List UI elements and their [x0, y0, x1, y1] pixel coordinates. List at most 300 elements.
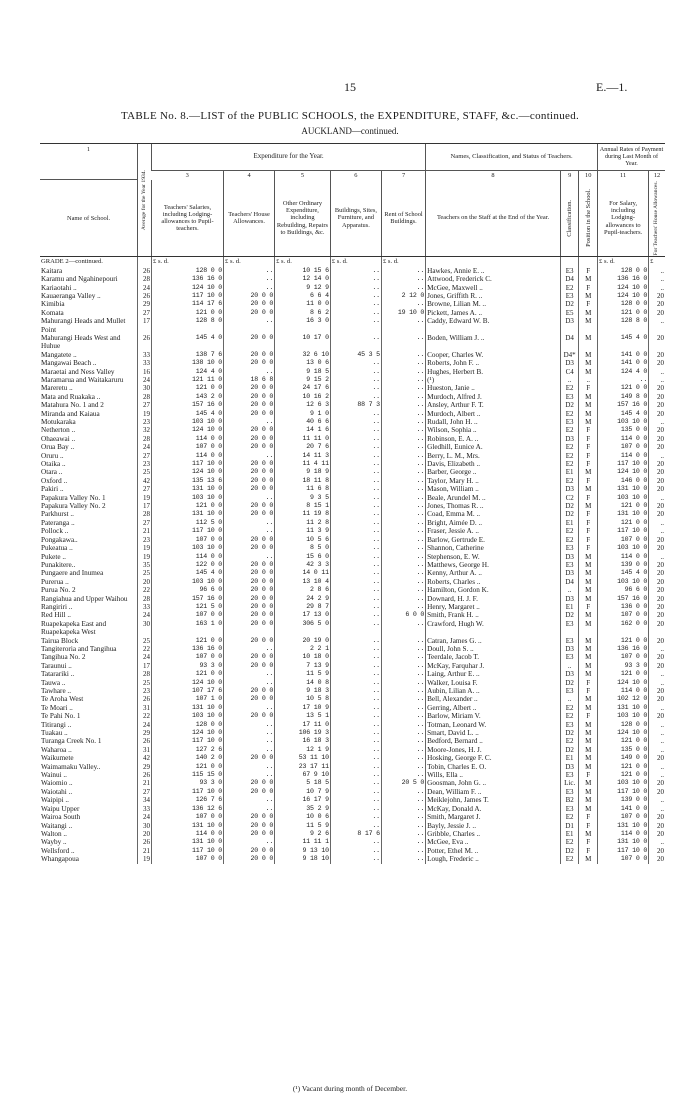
other-expenditure: 11 6 8	[275, 485, 331, 493]
other-expenditure: 17 11 0	[275, 721, 331, 729]
rate-house: 20	[649, 695, 665, 703]
col-8: 8	[426, 170, 561, 180]
school-name: Tangihua No. 2	[41, 653, 86, 662]
rate-house: 20	[649, 443, 665, 451]
rate-house: ..	[649, 527, 665, 535]
classification: E3	[560, 687, 579, 695]
other-expenditure: 11 3 9	[275, 527, 331, 535]
table-row	[40, 796, 665, 804]
teacher-name: Doull, John S. ..	[426, 645, 561, 653]
other-expenditure: 14 1 6	[275, 426, 331, 434]
other-expenditure: 15 6 0	[275, 553, 331, 561]
table-row	[40, 687, 665, 695]
school-name: Kariaotahi ..	[41, 283, 77, 292]
rate-house: ..	[649, 838, 665, 846]
rent: ..	[381, 645, 425, 653]
teacher-name: Berry, L. M., Mrs.	[426, 452, 561, 460]
attendance: 22	[138, 712, 152, 720]
school-name: Karamu and Ngahinepouri	[41, 275, 118, 284]
rate-house: ..	[649, 452, 665, 460]
table-title: TABLE No. 8.—LIST of the PUBLIC SCHOOLS, the EXPENDITURE, STAFF, &c.—continued.	[120, 110, 580, 122]
school-name: Rangiriri ..	[41, 602, 73, 611]
rent: ..	[381, 300, 425, 308]
rate-salary: 124 10 0	[598, 729, 649, 737]
house-allowance: 20 0 0	[224, 855, 275, 863]
school-name: Pollock ..	[41, 527, 69, 536]
house-allowance: 20 0 0	[224, 510, 275, 518]
school-name: Maramarua and Waitakaruru	[41, 375, 124, 384]
table-row	[40, 763, 665, 771]
classification: E5	[560, 309, 579, 317]
school-name: Mahurangi Heads and Mullet Point	[41, 317, 126, 334]
classification: E2	[560, 284, 579, 292]
teacher-name: Smith, Frank H. ..	[426, 611, 561, 619]
rate-salary: 131 10 0	[598, 838, 649, 846]
buildings: ..	[330, 359, 381, 367]
attendance: 24	[138, 376, 152, 384]
table-row	[40, 309, 665, 317]
classification: E3	[560, 805, 579, 813]
other-expenditure: 11 4 11	[275, 460, 331, 468]
table-row	[40, 695, 665, 703]
rate-salary: 128 8 0	[598, 317, 649, 334]
salaries: 124 4 0	[152, 368, 224, 376]
school-name: Mangatete ..	[41, 350, 77, 359]
rent: 19 10 0	[381, 309, 425, 317]
buildings: ..	[330, 468, 381, 476]
house-allowance: 20 0 0	[224, 502, 275, 510]
rate-salary: 128 0 0	[598, 300, 649, 308]
rate-house: ..	[649, 737, 665, 745]
attendance: 27	[138, 519, 152, 527]
other-expenditure: 12 6 3	[275, 401, 331, 409]
house-allowance: ..	[224, 317, 275, 334]
buildings: ..	[330, 376, 381, 384]
classification: E3	[560, 771, 579, 779]
house-allowance: ..	[224, 452, 275, 460]
col-5: 5	[275, 170, 331, 180]
col-6: 6	[330, 170, 381, 180]
buildings: ..	[330, 779, 381, 787]
other-expenditure: 11 5 9	[275, 670, 331, 678]
col-7: 7	[381, 170, 425, 180]
teacher-name: Gledhill, Eunice A.	[426, 443, 561, 451]
salaries: 121 0 0	[152, 384, 224, 392]
position: M	[579, 763, 598, 771]
rate-house: ..	[649, 519, 665, 527]
header-staff-group: Names, Classification, and Status of Teachers.	[426, 144, 598, 171]
school-name: Purua No. 2	[41, 586, 76, 595]
rate-salary: 114 0 0	[598, 452, 649, 460]
rent: ..	[381, 359, 425, 367]
house-allowance: 20 0 0	[224, 586, 275, 594]
other-expenditure: 32 6 10	[275, 351, 331, 359]
position: F	[579, 452, 598, 460]
rate-house: 20	[649, 847, 665, 855]
other-expenditure: 14 0 8	[275, 679, 331, 687]
other-expenditure: 16 17 9	[275, 796, 331, 804]
other-expenditure: 8 15 1	[275, 502, 331, 510]
position: M	[579, 309, 598, 317]
rate-house: 20	[649, 561, 665, 569]
position: M	[579, 586, 598, 594]
rent: ..	[381, 418, 425, 426]
salaries: 143 2 0	[152, 393, 224, 401]
buildings: ..	[330, 275, 381, 283]
rent: ..	[381, 368, 425, 376]
attendance: 27	[138, 788, 152, 796]
house-allowance: 20 0 0	[224, 620, 275, 637]
rent: ..	[381, 502, 425, 510]
attendance: 26	[138, 737, 152, 745]
school-name: Orua Bay ..	[41, 443, 75, 452]
rate-salary: 149 8 0	[598, 393, 649, 401]
school-name: Otara ..	[41, 468, 63, 477]
position: M	[579, 805, 598, 813]
schools-table	[40, 143, 665, 864]
table-row	[40, 435, 665, 443]
other-expenditure: 35 2 9	[275, 805, 331, 813]
attendance: 31	[138, 704, 152, 712]
rate-house: 20	[649, 611, 665, 619]
attendance: 27	[138, 452, 152, 460]
attendance: 24	[138, 611, 152, 619]
salaries: 131 10 0	[152, 510, 224, 518]
other-expenditure: 53 11 10	[275, 754, 331, 762]
school-name: Pakiri ..	[41, 485, 64, 494]
house-allowance: ..	[224, 519, 275, 527]
header-classification: Classification.	[560, 180, 579, 257]
house-allowance: ..	[224, 746, 275, 754]
teacher-name: Totman, Leonard W.	[426, 721, 561, 729]
buildings: ..	[330, 527, 381, 535]
position: M	[579, 855, 598, 863]
salaries: 93 3 0	[152, 662, 224, 670]
buildings: ..	[330, 426, 381, 434]
buildings: ..	[330, 309, 381, 317]
classification: E2	[560, 527, 579, 535]
house-allowance: 20 0 0	[224, 653, 275, 661]
house-allowance: 20 0 0	[224, 401, 275, 409]
rate-house: ..	[649, 704, 665, 712]
attendance: 33	[138, 359, 152, 367]
rate-salary: 145 4 0	[598, 410, 649, 418]
attendance: 28	[138, 595, 152, 603]
position: F	[579, 527, 598, 535]
classification: C4	[560, 368, 579, 376]
rate-salary: 103 10 0	[598, 779, 649, 787]
other-expenditure: 24 2 9	[275, 595, 331, 603]
school-name: Waharoa ..	[41, 745, 72, 754]
salaries: 121 0 0	[152, 502, 224, 510]
buildings: ..	[330, 603, 381, 611]
attendance: 22	[138, 586, 152, 594]
classification: D3	[560, 435, 579, 443]
rent: ..	[381, 393, 425, 401]
classification: E3	[560, 620, 579, 637]
rent: ..	[381, 426, 425, 434]
currency-row	[40, 257, 665, 267]
rate-salary: 139 0 0	[598, 796, 649, 804]
classification: E3	[560, 267, 579, 275]
position: F	[579, 822, 598, 830]
rate-house: ..	[649, 645, 665, 653]
teacher-name: Hughes, Herbert B.	[426, 368, 561, 376]
classification: E2	[560, 460, 579, 468]
rate-salary: 121 0 0	[598, 519, 649, 527]
classification: C2	[560, 494, 579, 502]
rate-salary: 139 0 0	[598, 561, 649, 569]
rate-house: ..	[649, 670, 665, 678]
position: M	[579, 275, 598, 283]
rent: ..	[381, 653, 425, 661]
classification: E2	[560, 704, 579, 712]
position: F	[579, 679, 598, 687]
salaries: 127 2 6	[152, 746, 224, 754]
rate-house: 20	[649, 712, 665, 720]
rent: ..	[381, 830, 425, 838]
salaries: 117 10 0	[152, 788, 224, 796]
classification: E2	[560, 452, 579, 460]
school-name: Waimamaku Valley..	[41, 762, 101, 771]
table-row	[40, 737, 665, 745]
teacher-name: Beale, Arundel M. ..	[426, 494, 561, 502]
rate-salary: 103 10 0	[598, 712, 649, 720]
table-row	[40, 359, 665, 367]
house-allowance: 20 0 0	[224, 292, 275, 300]
school-name: Wairoa South	[41, 813, 81, 822]
buildings: 8 17 6	[330, 830, 381, 838]
house-allowance: 20 0 0	[224, 544, 275, 552]
table-row	[40, 704, 665, 712]
other-expenditure: 9 3 5	[275, 494, 331, 502]
buildings: ..	[330, 620, 381, 637]
salaries: 131 10 0	[152, 485, 224, 493]
salaries: 96 6 0	[152, 586, 224, 594]
header-attendance: Average for the Year 1934.	[138, 144, 152, 257]
attendance: 19	[138, 553, 152, 561]
school-name: Wellsford ..	[41, 846, 75, 855]
school-name: Pateranga ..	[41, 518, 75, 527]
other-expenditure: 9 18 3	[275, 687, 331, 695]
other-expenditure: 18 11 8	[275, 477, 331, 485]
attendance: 25	[138, 569, 152, 577]
rate-salary: 96 6 0	[598, 586, 649, 594]
rate-house: 20	[649, 662, 665, 670]
house-allowance: 20 0 0	[224, 468, 275, 476]
table-row	[40, 553, 665, 561]
attendance: 34	[138, 796, 152, 804]
header-rates-group: Annual Rates of Payment during Last Month of Year.	[598, 144, 665, 171]
attendance: 33	[138, 351, 152, 359]
teacher-name: (¹)	[426, 376, 561, 384]
table-row	[40, 805, 665, 813]
school-name: Motukaraka	[41, 418, 76, 426]
col-10: 10	[579, 170, 598, 180]
school-name: Waikumete	[41, 754, 74, 763]
rate-house: 20	[649, 603, 665, 611]
attendance: 33	[138, 603, 152, 611]
school-name: Maraetai and Ness Valley	[41, 367, 115, 376]
salaries: 124 10 0	[152, 284, 224, 292]
rate-house: 20	[649, 292, 665, 300]
table-row	[40, 410, 665, 418]
buildings: 88 7 3	[330, 401, 381, 409]
position: M	[579, 485, 598, 493]
currency-label: £ s. d.	[224, 257, 275, 267]
rent: ..	[381, 586, 425, 594]
house-allowance: ..	[224, 267, 275, 275]
house-allowance: ..	[224, 494, 275, 502]
classification: E2	[560, 410, 579, 418]
header-name: Name of School.	[40, 180, 138, 257]
table-row	[40, 670, 665, 678]
school-name: Tairua Block	[41, 636, 79, 645]
rate-house: 20	[649, 586, 665, 594]
position: M	[579, 502, 598, 510]
rate-salary: 124 10 0	[598, 284, 649, 292]
classification: E2	[560, 536, 579, 544]
other-expenditure: 14 11 3	[275, 452, 331, 460]
buildings: ..	[330, 771, 381, 779]
rent: ..	[381, 805, 425, 813]
other-expenditure: 2 2 1	[275, 645, 331, 653]
position: M	[579, 578, 598, 586]
table-row	[40, 679, 665, 687]
position: M	[579, 359, 598, 367]
teacher-name: Barber, George ..	[426, 468, 561, 476]
rent: ..	[381, 485, 425, 493]
other-expenditure: 9 12 9	[275, 284, 331, 292]
attendance: 33	[138, 805, 152, 813]
school-name: Te Aroha West	[41, 695, 84, 704]
other-expenditure: 5 18 5	[275, 779, 331, 787]
salaries: 136 16 0	[152, 645, 224, 653]
page-reference: E.—1.	[596, 80, 628, 94]
house-allowance: 20 0 0	[224, 485, 275, 493]
classification: ..	[560, 662, 579, 670]
other-expenditure: 9 18 9	[275, 468, 331, 476]
house-allowance: ..	[224, 729, 275, 737]
buildings: ..	[330, 569, 381, 577]
position: M	[579, 393, 598, 401]
table-row	[40, 477, 665, 485]
table-row	[40, 569, 665, 577]
house-allowance: ..	[224, 763, 275, 771]
teacher-name: Meiklejohn, James T.	[426, 796, 561, 804]
table-row	[40, 637, 665, 645]
rent: ..	[381, 410, 425, 418]
other-expenditure: 16 3 0	[275, 317, 331, 334]
table-row	[40, 721, 665, 729]
salaries: 121 0 0	[152, 670, 224, 678]
rate-house: 20	[649, 830, 665, 838]
classification: D2	[560, 502, 579, 510]
rate-house: ..	[649, 746, 665, 754]
position: M	[579, 737, 598, 745]
other-expenditure: 9 18 5	[275, 368, 331, 376]
classification: E2	[560, 384, 579, 392]
rent: 6 0 0	[381, 611, 425, 619]
other-expenditure: 8 6 2	[275, 309, 331, 317]
salaries: 103 10 0	[152, 418, 224, 426]
rate-house: ..	[649, 553, 665, 561]
salaries: 136 12 6	[152, 805, 224, 813]
teacher-name: Boden, William J. ..	[426, 334, 561, 351]
attendance: 26	[138, 838, 152, 846]
teacher-name: Bedford, Bernard ..	[426, 737, 561, 745]
other-expenditure: 10 16 2	[275, 393, 331, 401]
school-name: Pukeatua ..	[41, 544, 73, 553]
buildings: ..	[330, 292, 381, 300]
table-row	[40, 452, 665, 460]
buildings: ..	[330, 687, 381, 695]
other-expenditure: 20 19 0	[275, 637, 331, 645]
rate-salary: 149 0 0	[598, 754, 649, 762]
rent: ..	[381, 737, 425, 745]
buildings: ..	[330, 670, 381, 678]
rate-salary: 107 0 0	[598, 813, 649, 821]
buildings: ..	[330, 855, 381, 863]
buildings: ..	[330, 796, 381, 804]
buildings: ..	[330, 653, 381, 661]
rate-house: 20	[649, 435, 665, 443]
attendance: 28	[138, 393, 152, 401]
rate-house: 20	[649, 502, 665, 510]
table-row	[40, 468, 665, 476]
position: M	[579, 595, 598, 603]
header-buildings: Buildings, Sites, Furniture, and Apparatus.	[330, 180, 381, 257]
teacher-name: Laing, Arthur E. ..	[426, 670, 561, 678]
salaries: 128 0 0	[152, 721, 224, 729]
other-expenditure: 13 10 4	[275, 578, 331, 586]
teacher-name: Jones, Thomas R. ..	[426, 502, 561, 510]
other-expenditure: 29 8 7	[275, 603, 331, 611]
classification: E1	[560, 468, 579, 476]
position: F	[579, 477, 598, 485]
rent: ..	[381, 855, 425, 863]
currency-label: £ s. d.	[381, 257, 425, 267]
attendance: 23	[138, 687, 152, 695]
rent: ..	[381, 796, 425, 804]
rent: ..	[381, 578, 425, 586]
salaries: 131 10 0	[152, 704, 224, 712]
buildings: ..	[330, 443, 381, 451]
school-name: Waitangi ..	[41, 821, 73, 830]
salaries: 107 17 6	[152, 687, 224, 695]
rate-house: ..	[649, 275, 665, 283]
buildings: ..	[330, 519, 381, 527]
school-name: Kaitara	[41, 266, 63, 275]
rent: ..	[381, 679, 425, 687]
other-expenditure: 8 5 0	[275, 544, 331, 552]
attendance: 24	[138, 284, 152, 292]
table-subtitle: AUCKLAND—continued.	[301, 126, 399, 136]
house-allowance: 20 0 0	[224, 561, 275, 569]
buildings: ..	[330, 754, 381, 762]
column-number-row	[40, 144, 665, 171]
attendance: 29	[138, 763, 152, 771]
rate-salary: 146 0 0	[598, 477, 649, 485]
position: M	[579, 653, 598, 661]
rate-house: 20	[649, 468, 665, 476]
salaries: 114 0 0	[152, 830, 224, 838]
table-row	[40, 317, 665, 334]
salaries: 117 10 0	[152, 527, 224, 535]
rate-house: 20	[649, 460, 665, 468]
house-allowance: 20 0 0	[224, 754, 275, 762]
position: F	[579, 544, 598, 552]
